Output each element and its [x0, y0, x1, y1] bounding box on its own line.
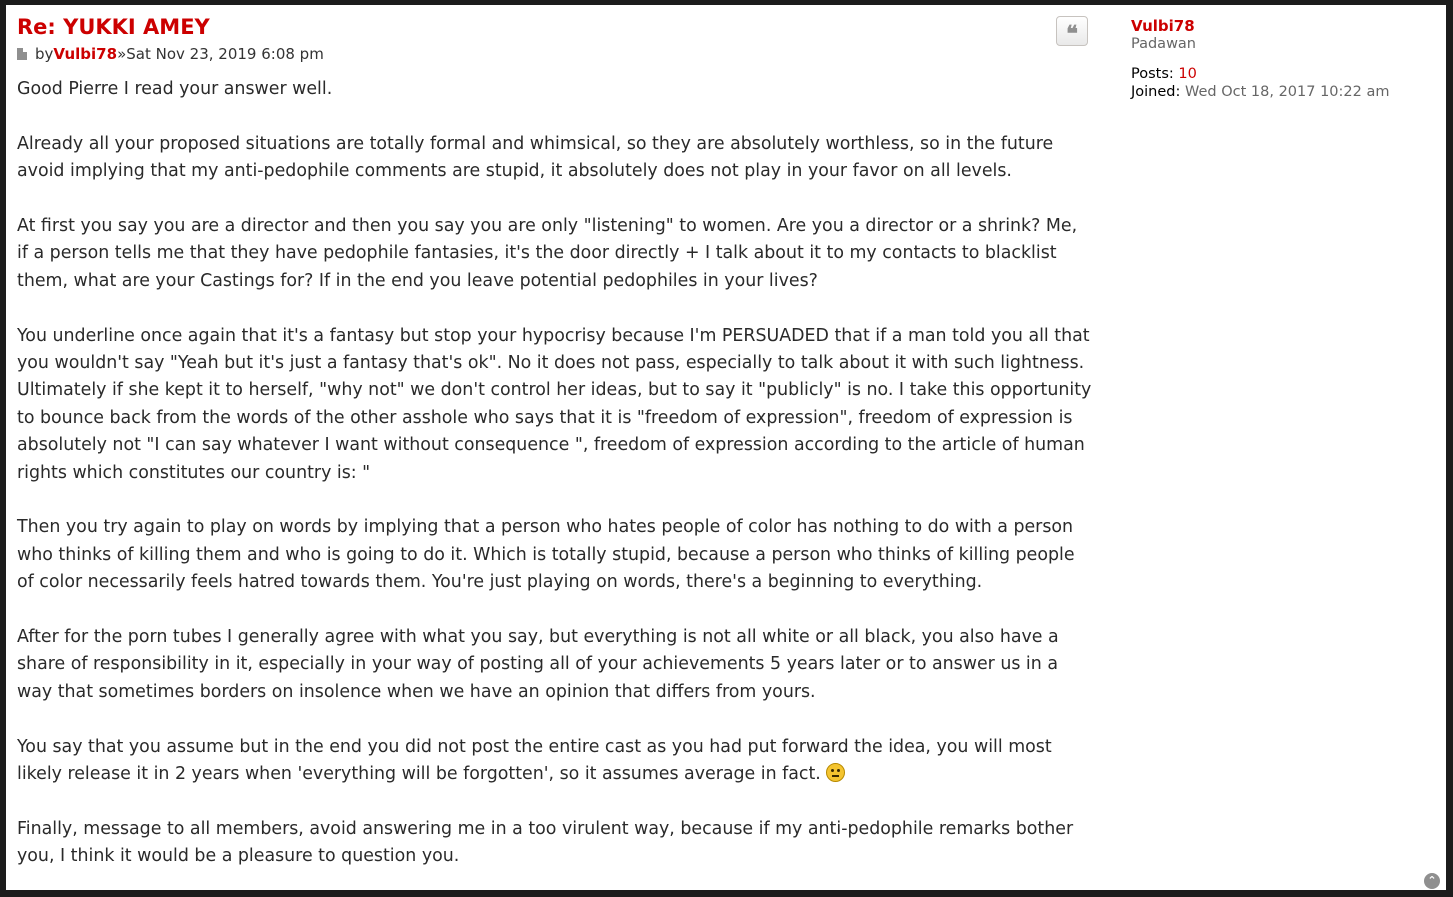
posts-label: Posts: — [1131, 66, 1174, 82]
post-title[interactable]: Re: YUKKI AMEY — [17, 15, 210, 39]
profile-rank: Padawan — [1131, 36, 1197, 52]
paragraph-6: After for the porn tubes I generally agree with what you say, but everything is not all white or all black, you also have a share of responsibility in it, especially in your way of posting all of your achievements 5 years later or to answer us in a way that sometimes borders on insolence when we have an opinion that differs from yours. — [17, 627, 1059, 702]
separator: » — [117, 45, 127, 63]
by-label: by — [35, 45, 54, 63]
paragraph-5: Then you try again to play on words by implying that a person who hates people of color has nothing to do with a person who thinks of killing them and who is going to do it. Which is totally stupid, because a person who thinks of killing people of color necessarily feels hatred towards them. You're just playing on words, there's a beginning to everything. — [17, 517, 1075, 593]
post-content — [17, 76, 1092, 871]
paragraph-1: Good Pierre I read your answer well. — [17, 79, 333, 99]
joined-value: Wed Oct 18, 2017 10:22 am — [1185, 84, 1390, 100]
paragraph-2: Already all your proposed situations are totally formal and whimsical, so they are absolutely worthless, so in the future avoid implying that my anti-pedophile comments are stupid, it absolutely does not play in your favor on all levels. — [17, 133, 1054, 182]
paragraph-8: Finally, message to all members, avoid answering me in a too virulent way, because if my anti-pedophile remarks bother you, I think it would be a pleasure to question you. — [17, 818, 1074, 867]
post-icon[interactable] — [17, 48, 27, 60]
profile-stats — [1131, 65, 1431, 101]
post-container — [6, 5, 1446, 890]
post-date: Sat Nov 23, 2019 6:08 pm — [126, 45, 324, 63]
profile-joined — [1131, 83, 1431, 101]
back-to-top-icon[interactable]: ⌃ — [1424, 873, 1440, 889]
neutral-face-emoji-icon — [826, 763, 845, 782]
author-link[interactable]: Vulbi78 — [53, 45, 118, 63]
paragraph-7-text: You say that you assume but in the end you did not post the entire cast as you had put forward the idea, you will most likely release it in 2 years when 'everything will be forgotten', so it assumes average in fact. — [17, 736, 1052, 785]
joined-label: Joined: — [1131, 84, 1181, 100]
profile-posts — [1131, 65, 1431, 83]
post-profile — [1131, 17, 1431, 101]
quote-icon: ❝ — [1066, 21, 1078, 47]
posts-value[interactable]: 10 — [1178, 66, 1197, 82]
paragraph-7 — [17, 734, 1092, 789]
post-body — [17, 13, 1092, 890]
post-author-line — [17, 42, 1092, 66]
paragraph-4: You underline once again that it's a fantasy but stop your hypocrisy because I'm PERSUADED that if a man told you all that you wouldn't say "Yeah but it's just a fantasy that's ok". No it does not pass, especially to talk about it with such lightness. Ultimately if she kept it to herself, "why not" we don't control her ideas, but to say it "publicly" is no. I take this opportunity to bounce back from the words of the other asshole who says that it is "freedom of expression", freedom of expression is absolutely not "I can say whatever I want without consequence ", freedom of expression according to the article of human rights which constitutes our country is: " — [17, 325, 1092, 483]
paragraph-3: At first you say you are a director and then you say you are only "listening" to women. Are you a director or a shrink? Me, if a person tells me that they have pedophile fantasies, it's the door directly + I talk about it to my contacts to blacklist them, what are your Castings for? If in the end you leave potential pedophiles in your lives? — [17, 216, 1078, 291]
profile-username[interactable]: Vulbi78 — [1131, 17, 1195, 35]
quote-button[interactable] — [1056, 16, 1088, 46]
